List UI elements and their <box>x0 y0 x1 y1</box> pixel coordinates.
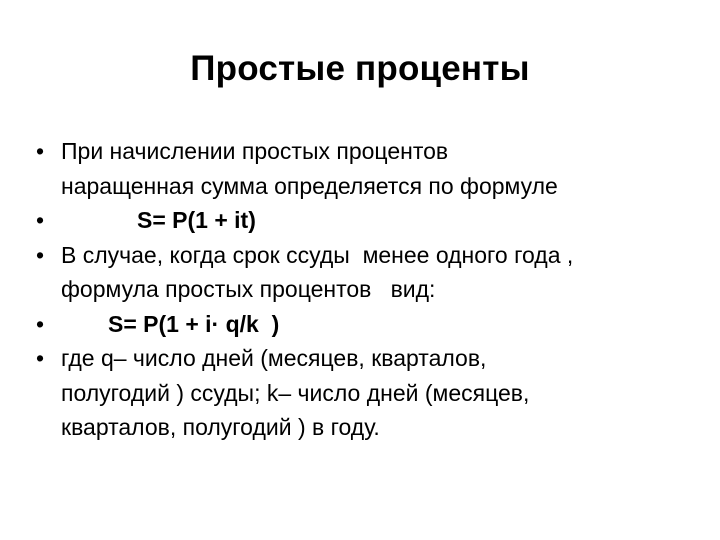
formula-text: S= P(1 + i· q/k ) <box>108 310 280 337</box>
bullet-text-line: В случае, когда срок ссуды менее одного года , <box>61 241 574 268</box>
bullet-text-line: наращенная сумма определяется по формуле <box>61 172 558 199</box>
bullet-item-intro <box>36 134 686 203</box>
bullet-item-short-term <box>36 238 686 307</box>
bullet-marker: • <box>36 345 45 371</box>
bullet-text-line: где q– число дней (месяцев, кварталов, <box>61 345 487 371</box>
bullet-text-line: При начислении простых процентов <box>61 138 449 164</box>
bullet-item-formula-fraction <box>36 307 686 342</box>
bullet-marker: • <box>36 310 45 337</box>
bullet-item-definitions <box>36 341 686 445</box>
bullet-text-line: формула простых процентов вид: <box>61 276 436 302</box>
bullet-list <box>36 134 686 445</box>
bullet-marker: • <box>36 241 45 268</box>
bullet-marker: • <box>36 207 45 233</box>
bullet-text-line: полугодий ) ссуды; k– число дней (месяцев, <box>61 379 530 406</box>
bullet-text-line: кварталов, полугодий ) в году. <box>61 414 380 440</box>
bullet-marker: • <box>36 138 45 164</box>
slide-title: Простые проценты <box>190 49 530 88</box>
bullet-item-formula-simple <box>36 203 686 238</box>
formula-text: S= P(1 + it) <box>137 207 256 233</box>
